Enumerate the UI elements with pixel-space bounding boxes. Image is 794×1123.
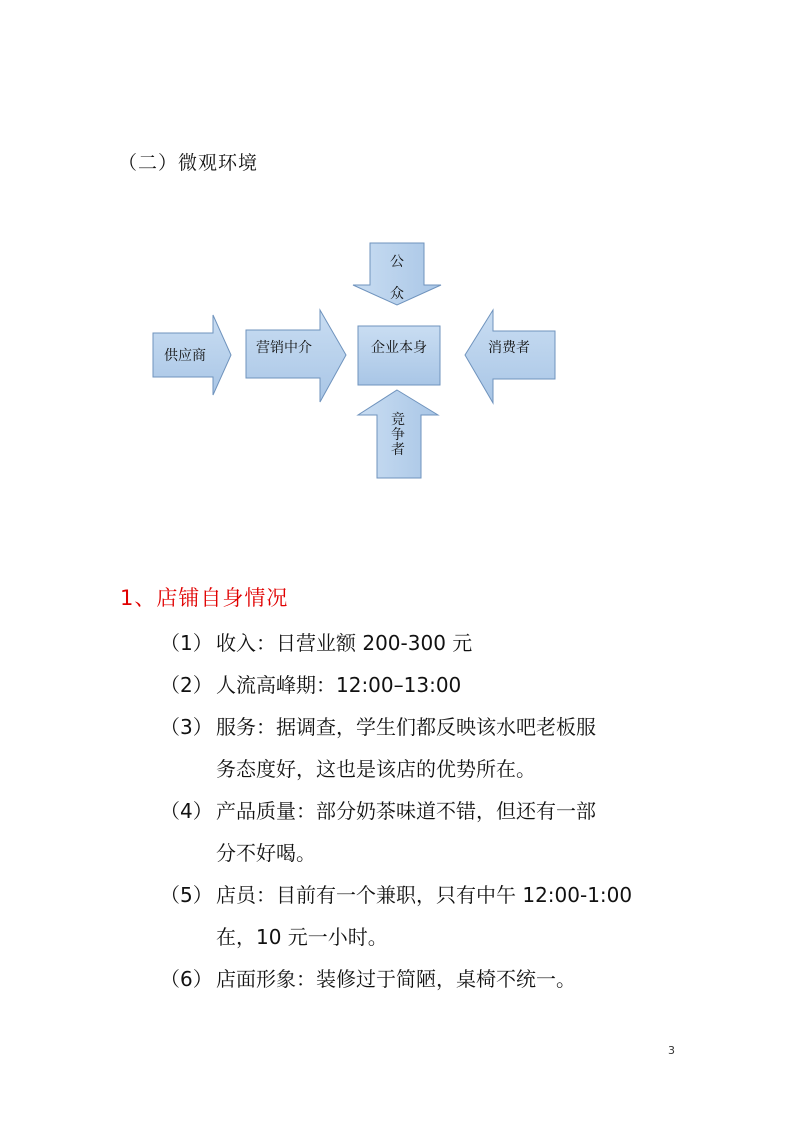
- item-number: （1）: [160, 631, 213, 655]
- label-consumer: 消费者: [488, 340, 530, 356]
- list-item: [160, 664, 720, 706]
- list-item: [160, 622, 720, 664]
- micro-environment-diagram: [148, 240, 568, 485]
- label-bottom-2: 争: [391, 427, 405, 443]
- item-text-line: 人流高峰期：12:00–13:00: [216, 673, 462, 697]
- item-text-line: 分不好喝。: [216, 841, 316, 865]
- item-number: （2）: [160, 673, 213, 697]
- list-item: [160, 790, 720, 874]
- list-item: [160, 706, 720, 790]
- list-item: [160, 874, 720, 958]
- item-number: （4）: [160, 799, 213, 823]
- label-bottom-1: 竞: [391, 412, 405, 428]
- label-center: 企业本身: [371, 340, 427, 356]
- diagram-svg: [148, 240, 568, 485]
- label-top-1: 公: [390, 254, 404, 270]
- label-supplier: 供应商: [164, 348, 206, 364]
- section-title: 1、店铺自身情况: [120, 586, 289, 610]
- arrow-marketing-intermediary: [246, 310, 346, 402]
- item-text-line: 店面形象：装修过于简陋，桌椅不统一。: [216, 967, 576, 991]
- item-number: （3）: [160, 715, 213, 739]
- item-text-line: 在，10 元一小时。: [216, 925, 388, 949]
- label-top-2: 众: [390, 286, 404, 302]
- item-text-line: 产品质量：部分奶茶味道不错，但还有一部: [216, 799, 596, 823]
- list-item: [160, 958, 720, 1000]
- item-list: [160, 622, 720, 1000]
- label-bottom-3: 者: [391, 442, 405, 458]
- item-text-line: 收入：日营业额 200-300 元: [216, 631, 473, 655]
- label-marketing-intermediary: 营销中介: [256, 340, 312, 356]
- subsection-heading: （二）微观环境: [118, 152, 259, 174]
- item-text-line: 务态度好，这也是该店的优势所在。: [216, 757, 536, 781]
- arrow-consumer: [465, 310, 555, 403]
- item-text-line: 服务：据调查，学生们都反映该水吧老板服: [216, 715, 596, 739]
- page-number: 3: [668, 1044, 675, 1057]
- item-number: （6）: [160, 967, 213, 991]
- item-number: （5）: [160, 883, 213, 907]
- item-text-line: 店员：目前有一个兼职，只有中午 12:00-1:00: [216, 883, 633, 907]
